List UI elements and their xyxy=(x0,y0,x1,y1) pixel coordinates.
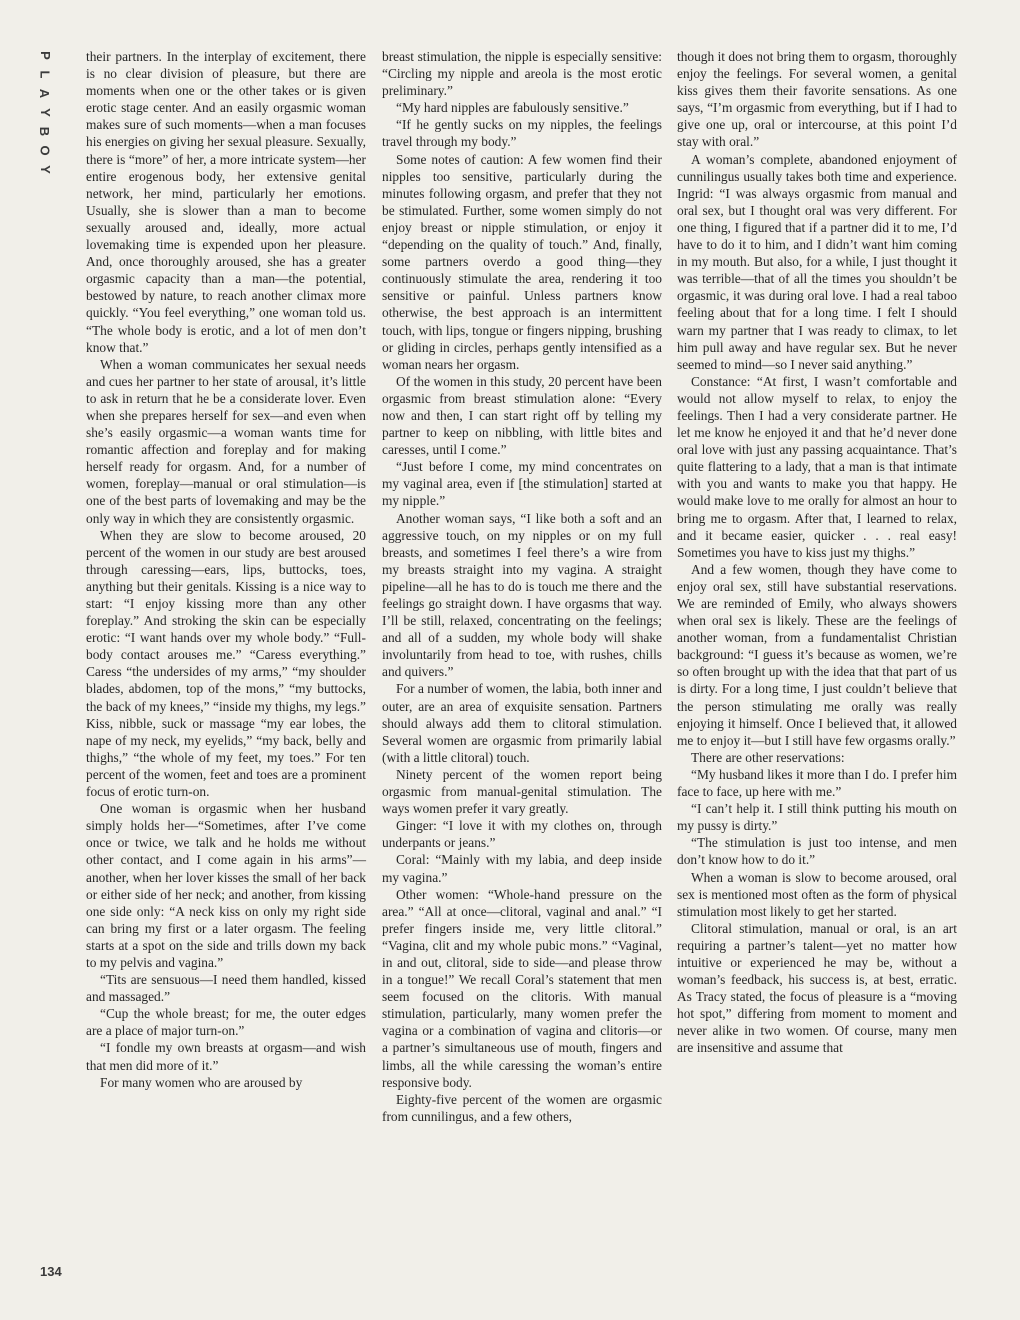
paragraph: A woman’s complete, abandoned enjoyment of cunnilingus usually takes both time and experience. Ingrid: “I was always orgasmic from manual and oral sex, but I thought oral was very different. For one thing, I figured that if a partner did it to me, I’d have to do it to him, and I didn’t want him coming in my mouth. But also, for a while, I just thought it was terrible—that of all the times you shouldn’t be orgasmic, it was during oral love. I had a real taboo feeling about that for a long time. I felt I should warn my partner that I was ready to climax, to let him pull away and have regular sex. But he never seemed to mind—so I never said anything.” xyxy=(677,151,957,372)
paragraph: Clitoral stimulation, manual or oral, is an art requiring a partner’s talent—yet no matter how intuitive or experienced he may be, without a woman’s feedback, his success is, at best, erratic. As Tracy stated, the focus of pleasure is a “moving hot spot,” differing from moment to moment and never alike in two women. Of course, many men are insensitive and assume that xyxy=(677,920,957,1056)
paragraph: One woman is orgasmic when her husband simply holds her—“Sometimes, after I’ve come once or twice, we talk and he holds me without other contact, and I come again in his arms”—another, when her lover kisses the small of her back or either side of her neck; and another, from kissing one side only: “A neck kiss on only my right side can bring my first or a later orgasm. The feeling starts at a spot on the side and trills down my back to my pelvis and vagina.” xyxy=(86,801,366,970)
paragraph: breast stimulation, the nipple is especially sensitive: “Circling my nipple and areola is the most erotic preliminary.” xyxy=(382,49,662,99)
paragraph: “If he gently sucks on my nipples, the feelings travel through my body.” xyxy=(382,117,662,150)
text-column-3 xyxy=(677,48,957,1057)
paragraph: Ninety percent of the women report being orgasmic from manual-genital stimulation. The ways women prefer it vary greatly. xyxy=(382,766,662,817)
paragraph: though it does not bring them to orgasm, thoroughly enjoy the feelings. For several women, a genital kiss gives them their favorite sensations. As one says, “I’m orgasmic from everything, but if I had to give one up, oral or intercourse, at this point I’d stay with oral.” xyxy=(677,49,957,150)
paragraph: “Just before I come, my mind concentrates on my vaginal area, even if [the stimulation] started at my nipple.” xyxy=(382,459,662,509)
paragraph: Other women: “Whole-hand pressure on the area.” “All at once—clitoral, vaginal and anal.” “I prefer fingers inside me, very little clitoral.” “Vagina, clit and my whole pubic mons.” “Vaginal, in and out, clitoral, side to side—and please throw in a tongue!” We recall Coral’s statement that men seem focused on the clitoris. With manual stimulation, particularly, many women prefer the vagina or a combination of vagina and clitoris—or a partner’s simultaneous use of mouth, fingers and limbs, all the while caressing the woman’s entire responsive body. xyxy=(382,886,662,1090)
paragraph: Some notes of caution: A few women find their nipples too sensitive, particularly during the minutes following orgasm, and prefer that they not be stimulated. Further, some women simply do not enjoy breast or nipple stimulation, or enjoy it “depending on the quality of touch.” And, finally, some partners overdo a good thing—they continuously stimulate the area, rendering it too sensitive or painful. Unless partners know otherwise, the best approach is an intermittent touch, with lips, tongue or fingers nipping, brushing or gliding in circles, perhaps gently intensified as a woman nears her orgasm. xyxy=(382,151,662,372)
paragraph: “Cup the whole breast; for me, the outer edges are a place of major turn-on.” xyxy=(86,1006,366,1039)
page-number: 134 xyxy=(40,1264,62,1279)
paragraph: When a woman is slow to become aroused, oral sex is mentioned most often as the form of physical stimulation most likely to get her started. xyxy=(677,869,957,919)
masthead-letter: A xyxy=(37,88,53,99)
paragraph: “The stimulation is just too intense, and men don’t know how to do it.” xyxy=(677,835,957,868)
paragraph: For many women who are aroused by xyxy=(100,1074,303,1090)
masthead-letter: P xyxy=(37,51,53,60)
paragraph: Of the women in this study, 20 percent have been orgasmic from breast stimulation alone: “Every now and then, I can start right off by telling my partner to keep on nibbling, with little bites and caresses, until I come.” xyxy=(382,373,662,458)
masthead-letter: B xyxy=(37,126,53,137)
paragraph: Ginger: “I love it with my clothes on, through underpants or jeans.” xyxy=(382,818,662,851)
text-column-1 xyxy=(86,48,366,1091)
masthead-letter: Y xyxy=(37,165,53,174)
masthead-logo xyxy=(34,46,56,179)
masthead-letter: O xyxy=(37,145,53,156)
paragraph: “I fondle my own breasts at orgasm—and wish that men did more of it.” xyxy=(86,1040,366,1073)
paragraph: Eighty-five percent of the women are orgasmic from cunnilingus, and a few others, xyxy=(382,1091,662,1124)
paragraph: Another woman says, “I like both a soft and an aggressive touch, on my nipples or on my full breasts, and sometimes I feel there’s a wire from my breasts straight into my vagina. A straight pipeline—all he has to do is touch me there and the feelings go straight down. I have orgasms that way. I’ll be still, relaxed, concentrating on the feelings; and all of a sudden, my whole body will shake involuntarily from head to toe, with rushes, chills and quivers.” xyxy=(382,510,662,680)
paragraph: And a few women, though they have come to enjoy oral sex, still have substantial reservations. We are reminded of Emily, who always showers when oral sex is likely. These are the feelings of another woman, from a fundamentalist Christian background: “I guess it’s because as women, we’re so often brought up with the idea that that part of us is dirty. For a long time, I just couldn’t believe that the person stimulating me orally was really enjoying it himself. Once I believed that, it allowed me to enjoy it—but I still have few orgasms orally.” xyxy=(677,561,957,748)
paragraph: For a number of women, the labia, both inner and outer, are an area of exquisite sensation. Partners should always add them to clitoral stimulation. Several women are orgasmic from primarily labial (with a little clitoral) touch. xyxy=(382,681,662,765)
paragraph: “My hard nipples are fabulously sensitive.” xyxy=(396,100,629,116)
paragraph: Coral: “Mainly with my labia, and deep inside my vagina.” xyxy=(382,852,662,885)
paragraph: There are other reservations: xyxy=(691,749,845,765)
masthead-letter: Y xyxy=(37,108,53,117)
paragraph: Constance: “At first, I wasn’t comfortable and would not allow myself to relax, to enjoy the feelings. Then I had a very considerate partner. He let me know he enjoyed it and that he’d never done oral love with just any passing acquaintance. That’s quite flattering to a lady, that a man is that intimate with you and wants to make you that happy. He would make love to me orally for almost an hour to bring me to orgasm. After that, I learned to relax, and it became easier, quicker . . . real easy! Sometimes you have to kiss just my thighs.” xyxy=(677,373,957,560)
paragraph: “My husband likes it more than I do. I prefer him face to face, up here with me.” xyxy=(677,766,957,800)
paragraph: “I can’t help it. I still think putting his mouth on my pussy is dirty.” xyxy=(677,801,957,834)
paragraph: When a woman communicates her sexual needs and cues her partner to her state of arousal, it’s little to ask in return that he be a considerate lover. Even when she prepares herself for sex—and even when she’s easily orgasmic—a woman wants time for romantic affection and foreplay and for making herself ready for orgasm. And, for a number of women, foreplay—manual or oral stimulation—is one of the best parts of lovemaking and may be the only way in which they are consistently orgasmic. xyxy=(86,356,366,526)
text-column-2 xyxy=(382,48,662,1125)
masthead-letter: L xyxy=(37,70,53,79)
paragraph: their partners. In the interplay of excitement, there is no clear division of pleasure, but there are moments when one or the other takes or is given erotic stage center. And an easily orgasmic woman makes sure of such moments—when a man focuses his energies on giving her sexual pleasure. Sexually, there is “more” of her, a more intricate system—her entire erogenous body, her extensive genital network, her mind, particularly her emotions. Usually, she is slower than a man to become sexually aroused and, ideally, more actual lovemaking time is expended upon her pleasure. And, once thoroughly aroused, she has a greater orgasmic capacity than a man—the potential, bestowed by nature, to reach another climax more quickly. “You feel everything,” one woman told us. “The whole body is erotic, and a lot of men don’t know that.” xyxy=(86,49,366,355)
paragraph: When they are slow to become aroused, 20 percent of the women in our study are best aroused through caressing—ears, lips, buttocks, toes, anything but their genitals. Kissing is a nice way to start: “I enjoy kissing more than any other foreplay.” And stroking the skin can be especially erotic: “I want hands over my whole body.” “Full-body contact arouses me.” “Caress everything.” Caress “the undersides of my arms,” “my shoulder blades, abdomen, top of the mons,” “my buttocks, the back of my knees,” “inside my thighs, my legs.” Kiss, nibble, suck or massage “my ear lobes, the nape of my neck, my eyelids,” “my back, belly and thighs,” “the whole of my feet, my toes.” For ten percent of the women, feet and toes are a prominent focus of erotic turn-on. xyxy=(86,527,366,800)
paragraph: “Tits are sensuous—I need them handled, kissed and massaged.” xyxy=(86,972,366,1005)
